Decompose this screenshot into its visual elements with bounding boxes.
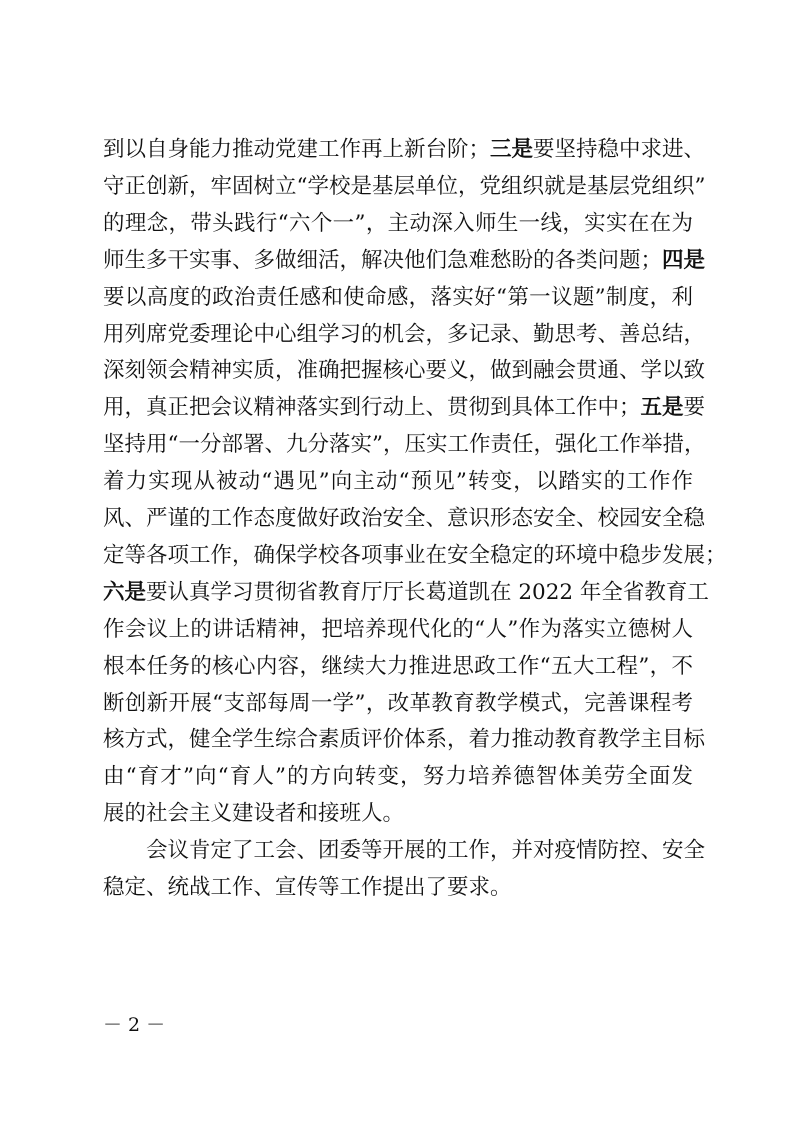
paragraph-line xyxy=(103,320,706,350)
paragraph-line xyxy=(103,762,693,792)
text-segment: 用列席党委理论中心组学习的机会，多记录、勤思考、善总结， xyxy=(103,321,706,347)
page-number: － 2 － xyxy=(103,1014,166,1036)
text-segment: 的理念，带头践行“六个一”，主动深入师生一线，实实在在为 xyxy=(103,210,693,236)
paragraph-line xyxy=(103,541,727,571)
paragraph-line xyxy=(103,467,693,497)
paragraph-line xyxy=(103,799,693,829)
paragraph-line xyxy=(103,246,706,276)
text-segment: 由“育才”向“育人”的方向转变，努力培养德智体美劳全面发 xyxy=(103,764,693,790)
text-segment: 核方式，健全学生综合素质评价体系，着力推动教育教学主目标 xyxy=(103,727,706,753)
text-segment: 风、严谨的工作态度做好政治安全、意识形态安全、校园安全稳 xyxy=(103,506,706,531)
paragraph-line xyxy=(103,209,693,239)
paragraph-line xyxy=(103,578,709,608)
text-segment: 会议肯定了工会、团委等开展的工作，并对疫情防控、安全 xyxy=(146,838,706,864)
text-segment: 要坚持稳中求进、 xyxy=(533,137,706,162)
paragraph-line xyxy=(103,504,706,534)
paragraph-line xyxy=(103,689,693,719)
paragraph-line xyxy=(103,873,693,903)
bold-ordinal-label: 三是 xyxy=(490,137,534,162)
bold-ordinal-label: 四是 xyxy=(662,247,706,273)
text-segment: 着力实现从被动“遇见”向主动“预见”转变，以踏实的工作作 xyxy=(103,469,693,495)
paragraph-line xyxy=(103,283,693,313)
text-segment: 坚持用“一分部署、九分落实”，压实工作责任，强化工作举措， xyxy=(103,432,706,458)
paragraph-line xyxy=(103,430,706,460)
paragraph-line xyxy=(103,356,706,386)
bold-ordinal-label: 五是 xyxy=(640,395,684,421)
text-segment: 要 xyxy=(683,395,706,421)
text-segment: 作会议上的讲话精神，把培养现代化的“人”作为落实立德树人 xyxy=(103,616,693,642)
paragraph-line xyxy=(146,836,706,866)
text-segment: 师生多干实事、多做细活，解决他们急难愁盼的各类问题； xyxy=(103,247,663,273)
paragraph-line xyxy=(103,393,706,423)
text-segment: 深刻领会精神实质，准确把握核心要义，做到融会贯通、学以致 xyxy=(103,358,706,384)
paragraph-line xyxy=(103,135,706,165)
text-segment: 展的社会主义建设者和接班人。 xyxy=(103,801,405,827)
paragraph-line xyxy=(103,725,706,755)
text-segment: 断创新开展“支部每周一学”，改革教育教学模式，完善课程考 xyxy=(103,690,693,716)
text-segment: 要以高度的政治责任感和使命感，落实好“第一议题”制度，利 xyxy=(103,284,693,310)
paragraph-line xyxy=(103,615,693,645)
text-segment: 守正创新，牢固树立“学校是基层单位，党组织就是基层党组织” xyxy=(103,173,706,199)
paragraph-line xyxy=(103,172,706,202)
text-segment: 稳定、统战工作、宣传等工作提出了要求。 xyxy=(103,875,512,900)
paragraph-line xyxy=(103,652,693,682)
bold-ordinal-label: 六是 xyxy=(103,579,147,605)
text-segment: 到以自身能力推动党建工作再上新台阶； xyxy=(103,137,491,162)
text-segment: 用，真正把会议精神落实到行动上、贯彻到具体工作中； xyxy=(103,395,641,421)
text-segment: 要认真学习贯彻省教育厅厅长葛道凯在 2022 年全省教育工 xyxy=(146,579,709,605)
text-segment: 定等各项工作，确保学校各项事业在安全稳定的环境中稳步发展； xyxy=(103,542,727,568)
text-segment: 根本任务的核心内容，继续大力推进思政工作“五大工程”，不 xyxy=(103,653,693,679)
